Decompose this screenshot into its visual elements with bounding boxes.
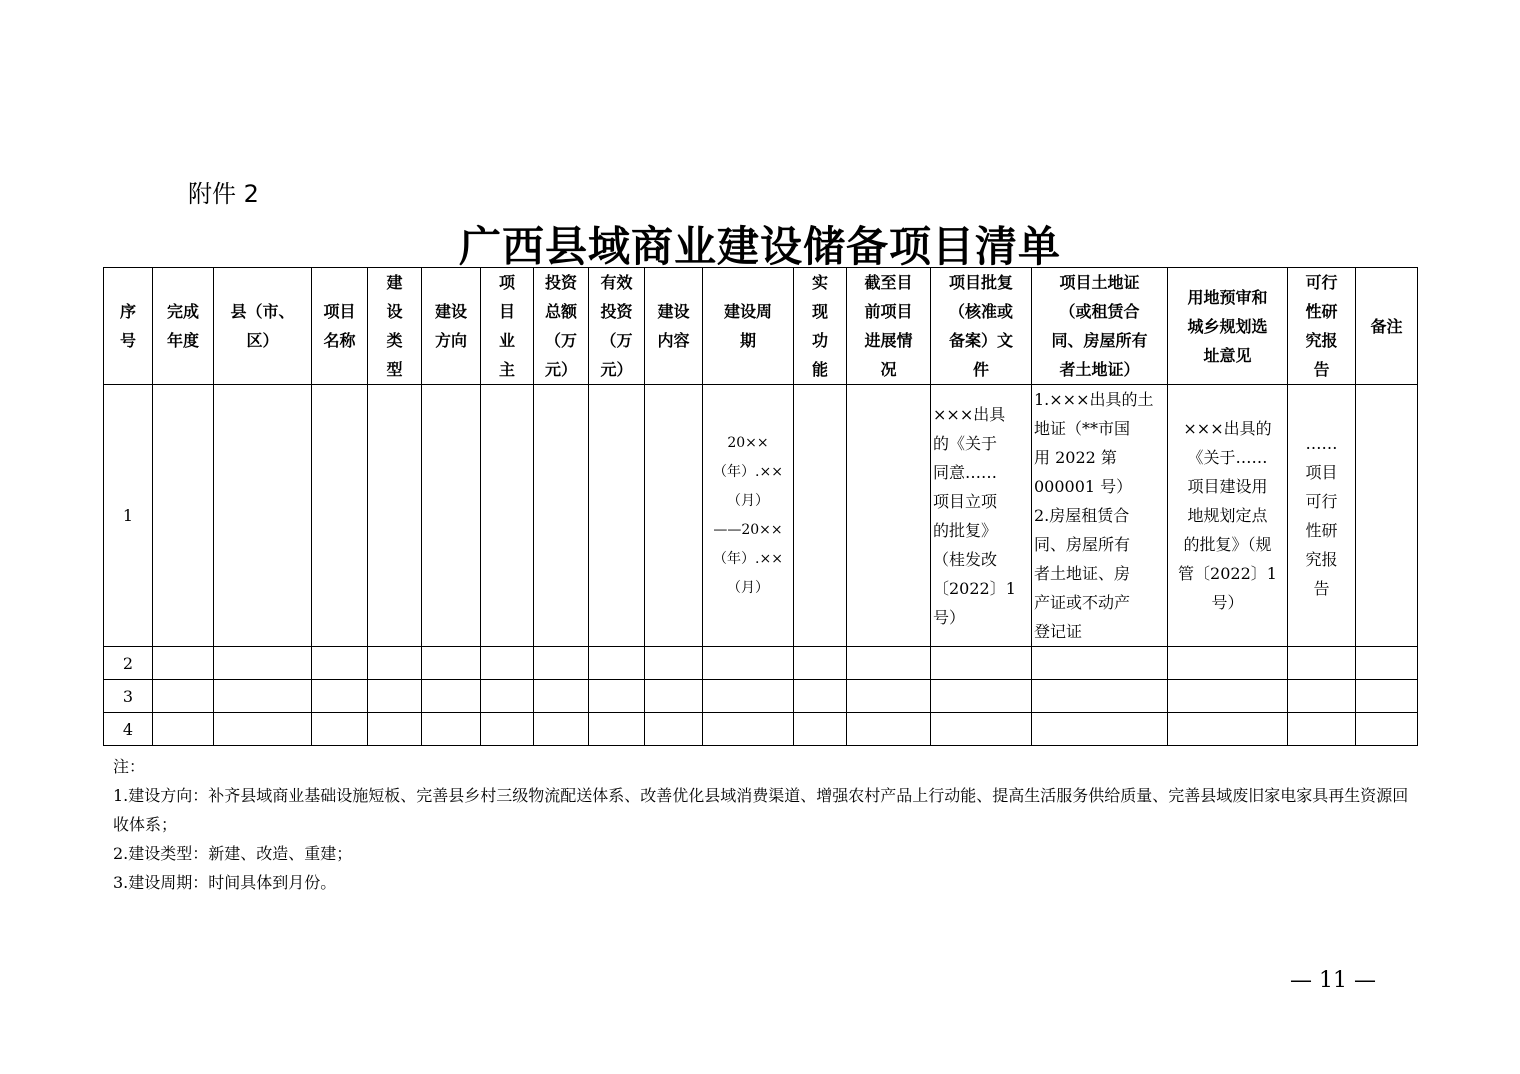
column-header: 用地预审和 城乡规划选 址意见 bbox=[1168, 268, 1288, 385]
column-header: 建设周 期 bbox=[703, 268, 794, 385]
page-title: 广西县域商业建设储备项目清单 bbox=[458, 222, 1061, 271]
row-seq: 1 bbox=[104, 385, 153, 647]
planning-opinion-cell: ×××出具的 《关于…… 项目建设用 地规划定点 的批复》（规 管〔2022〕1 号） bbox=[1168, 385, 1288, 647]
project-table bbox=[103, 267, 1418, 746]
attachment-label: 附件 2 bbox=[188, 180, 259, 208]
column-header: 实 现 功 能 bbox=[794, 268, 847, 385]
note-item: 3.建设周期：时间具体到月份。 bbox=[113, 873, 337, 892]
note-item: 2.建设类型：新建、改造、重建； bbox=[113, 844, 353, 863]
column-header: 备注 bbox=[1356, 268, 1418, 385]
row-seq: 2 bbox=[104, 647, 153, 680]
row-seq: 4 bbox=[104, 713, 153, 746]
column-header: 建 设 类 型 bbox=[368, 268, 422, 385]
page-number: — 11 — bbox=[1290, 968, 1376, 993]
column-header: 完成 年度 bbox=[153, 268, 214, 385]
column-header: 可行 性研 究报 告 bbox=[1288, 268, 1356, 385]
column-header: 项目土地证 （或租赁合 同、房屋所有 者土地证） bbox=[1032, 268, 1168, 385]
column-header: 投资 总额 （万 元） bbox=[534, 268, 589, 385]
table-row bbox=[104, 680, 1418, 713]
feasibility-report-cell: …… 项目 可行 性研 究报 告 bbox=[1288, 385, 1356, 647]
row-seq: 3 bbox=[104, 680, 153, 713]
land-cert-cell: 1.×××出具的土 地证（**市国 用 2022 第 000001 号） 2.房屋租赁合 同、房屋所有 者土地证、房 产证或不动产 登记证 bbox=[1032, 385, 1168, 647]
header-row bbox=[104, 268, 1418, 385]
column-header: 县（市、 区） bbox=[214, 268, 312, 385]
table-row bbox=[104, 713, 1418, 746]
column-header: 项目批复 （核准或 备案）文 件 bbox=[931, 268, 1032, 385]
column-header: 项目 名称 bbox=[312, 268, 368, 385]
table-row bbox=[104, 385, 1418, 647]
notes-heading: 注： bbox=[113, 757, 146, 776]
table-row bbox=[104, 647, 1418, 680]
notes bbox=[113, 752, 1413, 897]
column-header: 项 目 业 主 bbox=[481, 268, 534, 385]
column-header: 建设 内容 bbox=[645, 268, 703, 385]
column-header: 建设 方向 bbox=[422, 268, 481, 385]
note-item: 1.建设方向：补齐县域商业基础设施短板、完善县乡村三级物流配送体系、改善优化县域消费渠道、增强农村产品上行动能、提高生活服务供给质量、完善县域废旧家电家具再生资源回收体系； bbox=[113, 786, 1409, 834]
column-header: 有效 投资 （万 元） bbox=[589, 268, 645, 385]
column-header: 序 号 bbox=[104, 268, 153, 385]
approval-doc-cell: ×××出具 的《关于 同意…… 项目立项 的批复》 （桂发改 〔2022〕1 号） bbox=[931, 385, 1032, 647]
column-header: 截至目 前项目 进展情 况 bbox=[847, 268, 931, 385]
construction-period-cell: 20×× （年）.×× （月） ——20×× （年）.×× （月） bbox=[703, 385, 794, 647]
